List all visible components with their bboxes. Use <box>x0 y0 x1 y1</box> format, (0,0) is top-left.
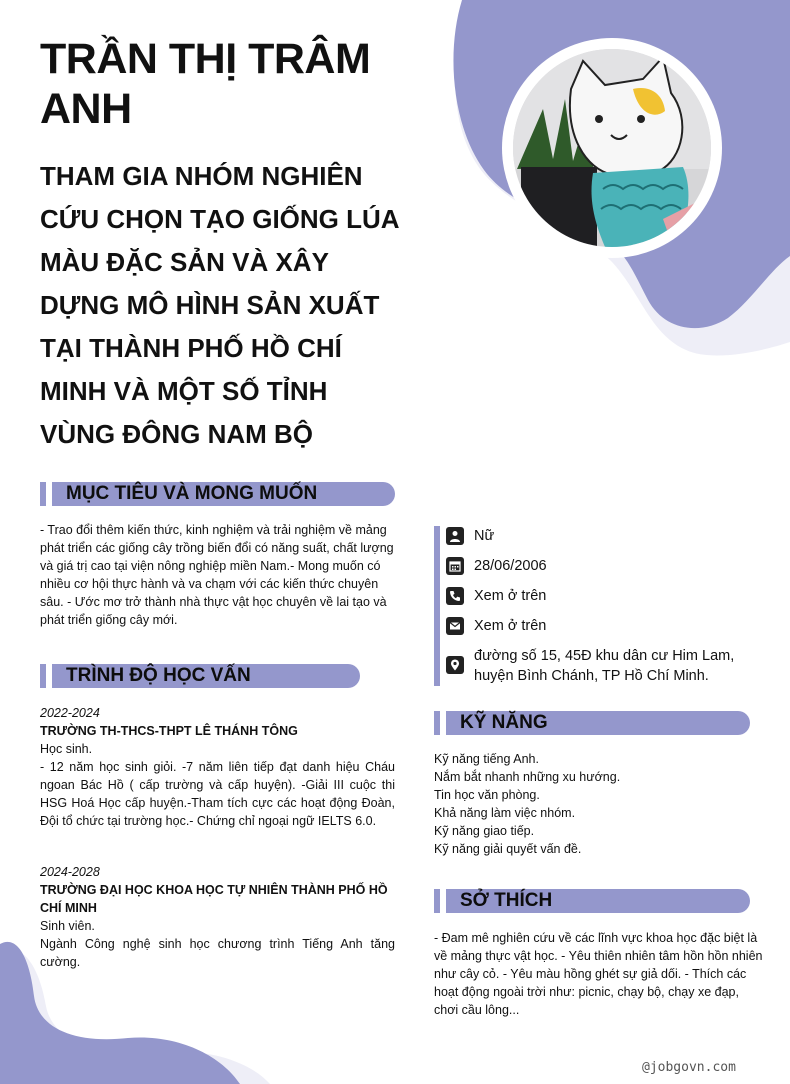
skills-section-title <box>434 711 750 735</box>
education-details: Ngành Công nghệ sinh học chương trình Tiếng Anh tăng cường. <box>40 937 395 969</box>
email-value: Xem ở trên <box>474 618 547 634</box>
objective-section-title <box>40 482 395 506</box>
list-item: Nắm bắt nhanh những xu hướng. <box>434 770 621 784</box>
list-item: Kỹ năng tiếng Anh. <box>434 752 539 766</box>
education-period: 2022-2024 <box>40 706 100 720</box>
education-entry <box>40 863 395 971</box>
education-school: TRƯỜNG ĐẠI HỌC KHOA HỌC TỰ NHIÊN THÀNH PHỐ HỒ CHÍ MINH <box>40 883 388 915</box>
birthdate-value: 28/06/2006 <box>474 558 547 574</box>
section-accent-bar <box>40 664 46 688</box>
hobbies-section-title <box>434 889 750 913</box>
list-item: Tin học văn phòng. <box>434 788 540 802</box>
contact-phone <box>446 586 764 606</box>
user-icon <box>446 527 464 545</box>
section-accent-bar <box>434 711 440 735</box>
candidate-name: TRẦN THỊ TRÂM ANH <box>40 35 371 133</box>
hobbies-text: - Đam mê nghiên cứu về các lĩnh vực khoa học đặc biệt là về mảng thực vật học. - Yêu thiên nhiên tâm hồn hồn nhiên như cây cỏ. - Yêu màu hồng ghét sự giả dối. - Thích các hoạt động ngoài trời như: picnic, chạy bộ, chạy xe đạp, chơi cầu lông... <box>434 931 763 1017</box>
hobbies-title: SỞ THÍCH <box>460 890 553 911</box>
objective-text: - Trao đổi thêm kiến thức, kinh nghiệm và trải nghiệm về mảng phát triển các giống cây trồng biến đổi có năng suất, chất lượng và giá trị cao tại viện nông nghiệp miền Nam.- Mong muốn có nhiều cơ hội thực hành và va chạm với các kiến thức chuyên sâu. - Ước mơ trở thành nhà thực vật học chuyên về lai tạo và phát triển giống cây mới. <box>40 523 394 627</box>
career-headline: THAM GIA NHÓM NGHIÊN CỨU CHỌN TẠO GIỐNG LÚA MÀU ĐẶC SẢN VÀ XÂY DỰNG MÔ HÌNH SẢN XUẤT TẠI THÀNH PHỐ HỒ CHÍ MINH VÀ MỘT SỐ TỈNH VÙNG ĐÔNG NAM BỘ <box>40 161 399 449</box>
gender-value: Nữ <box>474 528 495 544</box>
avatar-photo <box>513 49 711 247</box>
section-accent-bar <box>40 482 46 506</box>
skills-list <box>434 750 754 858</box>
objective-title: MỤC TIÊU VÀ MONG MUỐN <box>66 483 318 504</box>
education-details: - 12 năm học sinh giỏi. -7 năm liên tiếp đạt danh hiệu Cháu ngoan Bác Hồ ( cấp trường và cấp huyện). -Giải III cuộc thi HSG Hoá Học cấp huyện.-Tham tích cực các hoạt động Đoàn, Đội tổ chức tại trường học.- Chứng chỉ ngoại ngữ IELTS 6.0. <box>40 760 395 828</box>
education-school: TRƯỜNG TH-THCS-THPT LÊ THÁNH TÔNG <box>40 724 298 738</box>
contact-address <box>446 646 764 686</box>
list-item: Kỹ năng giải quyết vấn đề. <box>434 842 582 856</box>
education-role: Học sinh. <box>40 742 93 756</box>
section-accent-bar <box>434 889 440 913</box>
education-period: 2024-2028 <box>40 865 100 879</box>
list-item: Kỹ năng giao tiếp. <box>434 824 535 838</box>
phone-icon <box>446 587 464 605</box>
envelope-icon <box>446 617 464 635</box>
education-section-title <box>40 664 360 688</box>
calendar-icon <box>446 557 464 575</box>
contact-accent-bar <box>434 526 440 686</box>
contact-email <box>446 616 764 636</box>
education-entry <box>40 704 395 830</box>
watermark: @jobgovn.com <box>642 1060 736 1075</box>
education-title: TRÌNH ĐỘ HỌC VẤN <box>66 665 251 686</box>
list-item: Khả năng làm việc nhóm. <box>434 806 576 820</box>
location-pin-icon <box>446 656 464 674</box>
avatar <box>502 38 722 258</box>
education-role: Sinh viên. <box>40 919 95 933</box>
phone-value: Xem ở trên <box>474 588 547 604</box>
address-value: đường số 15, 45Đ khu dân cư Him Lam, huyện Bình Chánh, TP Hồ Chí Minh. <box>474 648 735 684</box>
skills-title: KỸ NĂNG <box>460 712 548 733</box>
contact-gender <box>446 526 764 546</box>
contact-birthdate <box>446 556 764 576</box>
